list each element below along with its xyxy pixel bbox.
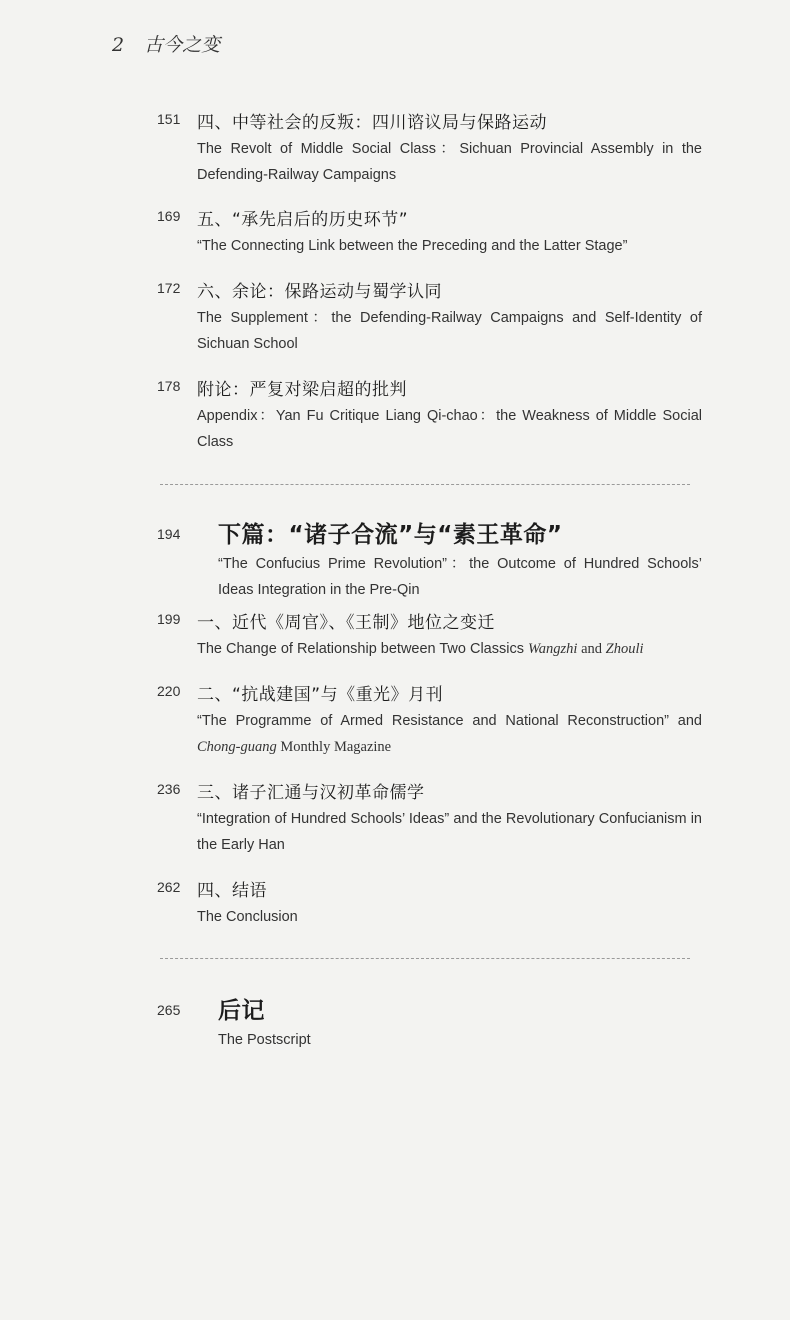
toc-title-en: The Change of Relationship between Two Classics Wangzhi and Zhouli — [197, 641, 644, 657]
toc-page-number: 151 — [157, 111, 181, 127]
toc-title-zh: 六、余论：保路运动与蜀学认同 — [197, 282, 442, 302]
postscript-title-zh: 后记 — [218, 998, 265, 1024]
running-header — [112, 30, 220, 57]
toc-page-number: 194 — [157, 526, 181, 542]
section-divider — [160, 958, 690, 959]
toc-title-en: The Supplement：the Defending-Railway Campaigns and Self-Identity of Sichuan School — [197, 310, 702, 352]
toc-title-zh: 一、近代《周官》、《王制》地位之变迁 — [197, 613, 495, 633]
toc-title-en: “Integration of Hundred Schools’ Ideas” and the Revolutionary Confucianism in the Early Han — [197, 811, 702, 853]
toc-page-number: 172 — [157, 280, 181, 296]
toc-title-zh: 四、结语 — [197, 881, 267, 901]
postscript-title-en: The Postscript — [218, 1032, 311, 1048]
toc-title-en: Appendix：Yan Fu Critique Liang Qi-chao：the Weakness of Middle Social Class — [197, 408, 702, 450]
part-title-en: “The Confucius Prime Revolution”：the Outcome of Hundred Schools’ Ideas Integration in the Pre-Qin — [218, 556, 702, 598]
header-book-title: 古今之变 — [144, 34, 221, 56]
toc-title-en: The Revolt of Middle Social Class：Sichuan Provincial Assembly in the Defending-Railway Campaigns — [197, 141, 702, 183]
toc-title-zh: 三、诸子汇通与汉初革命儒学 — [197, 783, 425, 803]
toc-page-number: 236 — [157, 781, 181, 797]
toc-page-number: 220 — [157, 683, 181, 699]
toc-title-zh: 附论：严复对梁启超的批判 — [197, 380, 407, 400]
part-title-zh: 下篇：“诸子合流”与“素王革命” — [218, 522, 563, 548]
toc-page-number: 262 — [157, 879, 181, 895]
section-divider — [160, 484, 690, 485]
toc-page-number: 199 — [157, 611, 181, 627]
toc-page-number: 169 — [157, 208, 181, 224]
toc-page-number: 178 — [157, 378, 181, 394]
toc-title-en: “The Connecting Link between the Preceding and the Latter Stage” — [197, 238, 628, 254]
toc-title-zh: 二、“抗战建国”与《重光》月刊 — [197, 685, 444, 705]
header-page-number: 2 — [112, 34, 125, 56]
toc-title-zh: 四、中等社会的反叛：四川谘议局与保路运动 — [197, 113, 547, 133]
toc-title-en: The Conclusion — [197, 909, 298, 925]
toc-page-number: 265 — [157, 1002, 181, 1018]
toc-title-en: “The Programme of Armed Resistance and National Reconstruction” and Chong-guang Monthly Magazine — [197, 713, 702, 755]
toc-title-zh: 五、“承先启后的历史环节” — [197, 210, 409, 230]
